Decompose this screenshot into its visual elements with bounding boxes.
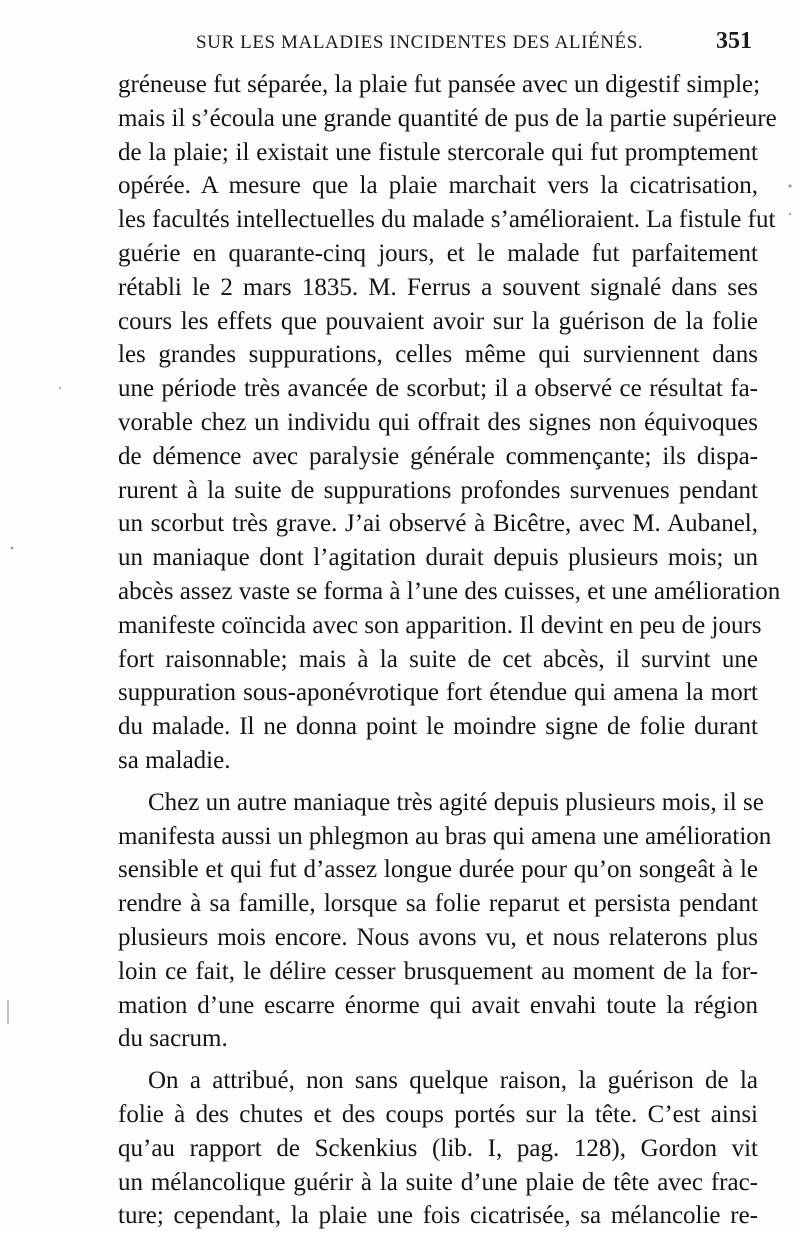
text-line: qu’au rapport de Sckenkius (lib. I, pag. 128), Gordon vit [118,1134,758,1162]
text-line: loin ce fait, le délire cesser brusquement au moment de la for- [118,957,758,985]
paragraph-gap [118,1056,758,1064]
text-line: les grandes suppurations, celles même qui surviennent dans [118,341,758,369]
paragraph-3 [118,1064,758,1233]
text-line: manifesta aussi un phlegmon au bras qui amena une amélioration [118,822,772,850]
text-line: de la plaie; il existait une fistule stercorale qui fut promptement [118,138,758,166]
text-line: une période très avancée de scorbut; il a observé ce résultat fa- [118,375,758,403]
text-line: un maniaque dont l’agitation durait depuis plusieurs mois; un [118,544,758,572]
text-line: rendre à sa famille, lorsque sa folie reparut et persista pendant [118,890,758,918]
text-line: rurent à la suite de suppurations profondes survenues pendant [118,476,758,504]
text-line: ture; cependant, la plaie une fois cicatrisée, sa mélancolie re- [118,1202,758,1230]
text-line: guérie en quarante-cinq jours, et le malade fut parfaitement [118,239,758,267]
text-line: rétabli le 2 mars 1835. M. Ferrus a souvent signalé dans ses [118,273,758,301]
text-line: du malade. Il ne donna point le moindre signe de folie durant [118,713,758,741]
paragraph-gap [118,778,758,786]
text-line: On a attribué, non sans quelque raison, la guérison de la [148,1067,758,1095]
text-line: un scorbut très grave. J’ai observé à Bicêtre, avec M. Aubanel, [118,510,758,538]
body-text [118,68,781,1233]
page-header [118,28,758,60]
text-line: mais il s’écoula une grande quantité de pus de la partie supérieure [118,104,777,132]
text-line: un mélancolique guérir à la suite d’une plaie de tête avec frac- [118,1168,758,1196]
text-line: plusieurs mois encore. Nous avons vu, et nous relaterons plus [118,923,758,951]
text-line: Chez un autre maniaque très agité depuis plusieurs mois, il se [148,788,764,816]
text-line: mation d’une escarre énorme qui avait envahi toute la région [118,991,758,1019]
text-line: du sacrum. [118,1025,228,1053]
text-line: folie à des chutes et des coups portés sur la tête. C’est ainsi [118,1100,758,1128]
text-line: suppuration sous-aponévrotique fort étendue qui amena la mort [118,679,758,707]
page-number: 351 [716,28,752,54]
text-line: vorable chez un individu qui offrait des signes non équivoques [118,408,758,436]
running-title: SUR LES MALADIES INCIDENTES DES ALIÉNÉS. [196,32,644,53]
text-line: fort raisonnable; mais à la suite de cet abcès, il survint une [118,645,758,673]
text-line: abcès assez vaste se forma à l’une des cuisses, et une amélioration [118,577,781,605]
text-line: gréneuse fut séparée, la plaie fut pansée avec un digestif simple; [118,71,761,98]
paragraph-1 [118,68,781,778]
text-line: les facultés intellectuelles du malade s’amélioraient. La fistule fut [118,206,776,234]
text-line: cours les effets que pouvaient avoir sur la guérison de la folie [118,307,758,335]
paragraph-2 [118,786,772,1056]
text-line: opérée. A mesure que la plaie marchait vers la cicatrisation, [118,172,758,200]
text-line: manifeste coïncida avec son apparition. Il devint en peu de jours [118,611,762,639]
text-line: sa maladie. [118,746,231,774]
text-line: de démence avec paralysie générale commençante; ils dispa- [118,442,758,470]
text-line: sensible et qui fut d’assez longue durée pour qu’on songeât à le [118,856,758,884]
